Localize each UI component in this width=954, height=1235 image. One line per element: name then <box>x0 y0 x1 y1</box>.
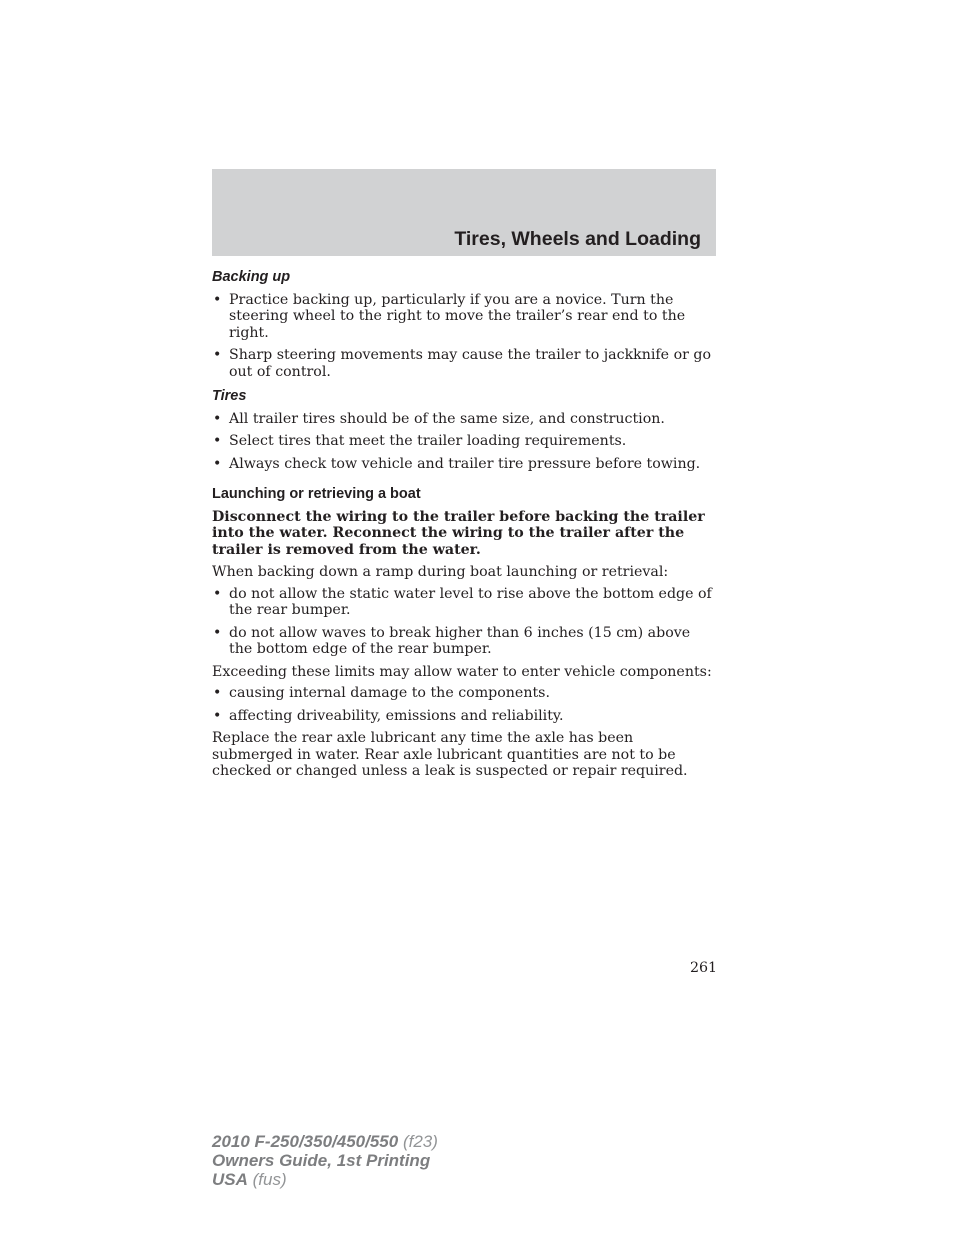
list-item: • do not allow waves to break higher than 6 inches (15 cm) above the bottom edge of the rear bumper. <box>212 625 716 658</box>
footer-line-printing <box>212 1151 438 1170</box>
list-item: • Sharp steering movements may cause the trailer to jackknife or go out of control. <box>212 347 716 380</box>
footer-region: USA <box>212 1170 248 1189</box>
tires-heading: Tires <box>212 388 247 404</box>
boat-list <box>212 586 716 658</box>
boat-warning: Disconnect the wiring to the trailer before backing the trailer into the water. Reconnect the wiring to the trailer after the trailer is removed from the water. <box>212 508 705 558</box>
footer-line-model <box>212 1132 438 1151</box>
footer-region-code: (fus) <box>252 1170 287 1189</box>
page-content <box>212 266 716 785</box>
boat-intro: When backing down a ramp during boat launching or retrieval: <box>212 564 669 580</box>
list-item: • All trailer tires should be of the same size, and construction. <box>212 411 716 428</box>
exceed-text: Exceeding these limits may allow water to enter vehicle components: <box>212 663 712 680</box>
list-item: • causing internal damage to the components. <box>212 685 716 702</box>
backing-up-heading: Backing up <box>212 269 291 285</box>
backing-up-list <box>212 292 716 381</box>
footer-model: 2010 F-250/350/450/550 <box>212 1132 399 1151</box>
exceed-list <box>212 685 716 724</box>
chapter-title: Tires, Wheels and Loading <box>454 228 701 250</box>
footer-line-region <box>212 1170 438 1189</box>
list-item: • Practice backing up, particularly if you are a novice. Turn the steering wheel to the right to move the trailer’s rear end to the right. <box>212 292 716 342</box>
list-item: • Always check tow vehicle and trailer tire pressure before towing. <box>212 456 716 473</box>
axle-lubricant-paragraph: Replace the rear axle lubricant any time the axle has been submerged in water. Rear axle lubricant quantities are not to be checked or changed unless a leak is suspected or repair required. <box>212 730 688 779</box>
footer-model-code: (f23) <box>402 1132 438 1151</box>
document-footer <box>212 1132 438 1189</box>
chapter-header-band <box>212 169 716 256</box>
footer-printing: Owners Guide, 1st Printing <box>212 1151 431 1170</box>
list-item: • Select tires that meet the trailer loading requirements. <box>212 433 716 450</box>
tires-list <box>212 411 716 473</box>
page-number: 261 <box>690 960 718 976</box>
list-item: • do not allow the static water level to rise above the bottom edge of the rear bumper. <box>212 586 716 619</box>
list-item: • affecting driveability, emissions and reliability. <box>212 708 716 725</box>
boat-heading: Launching or retrieving a boat <box>212 486 421 502</box>
